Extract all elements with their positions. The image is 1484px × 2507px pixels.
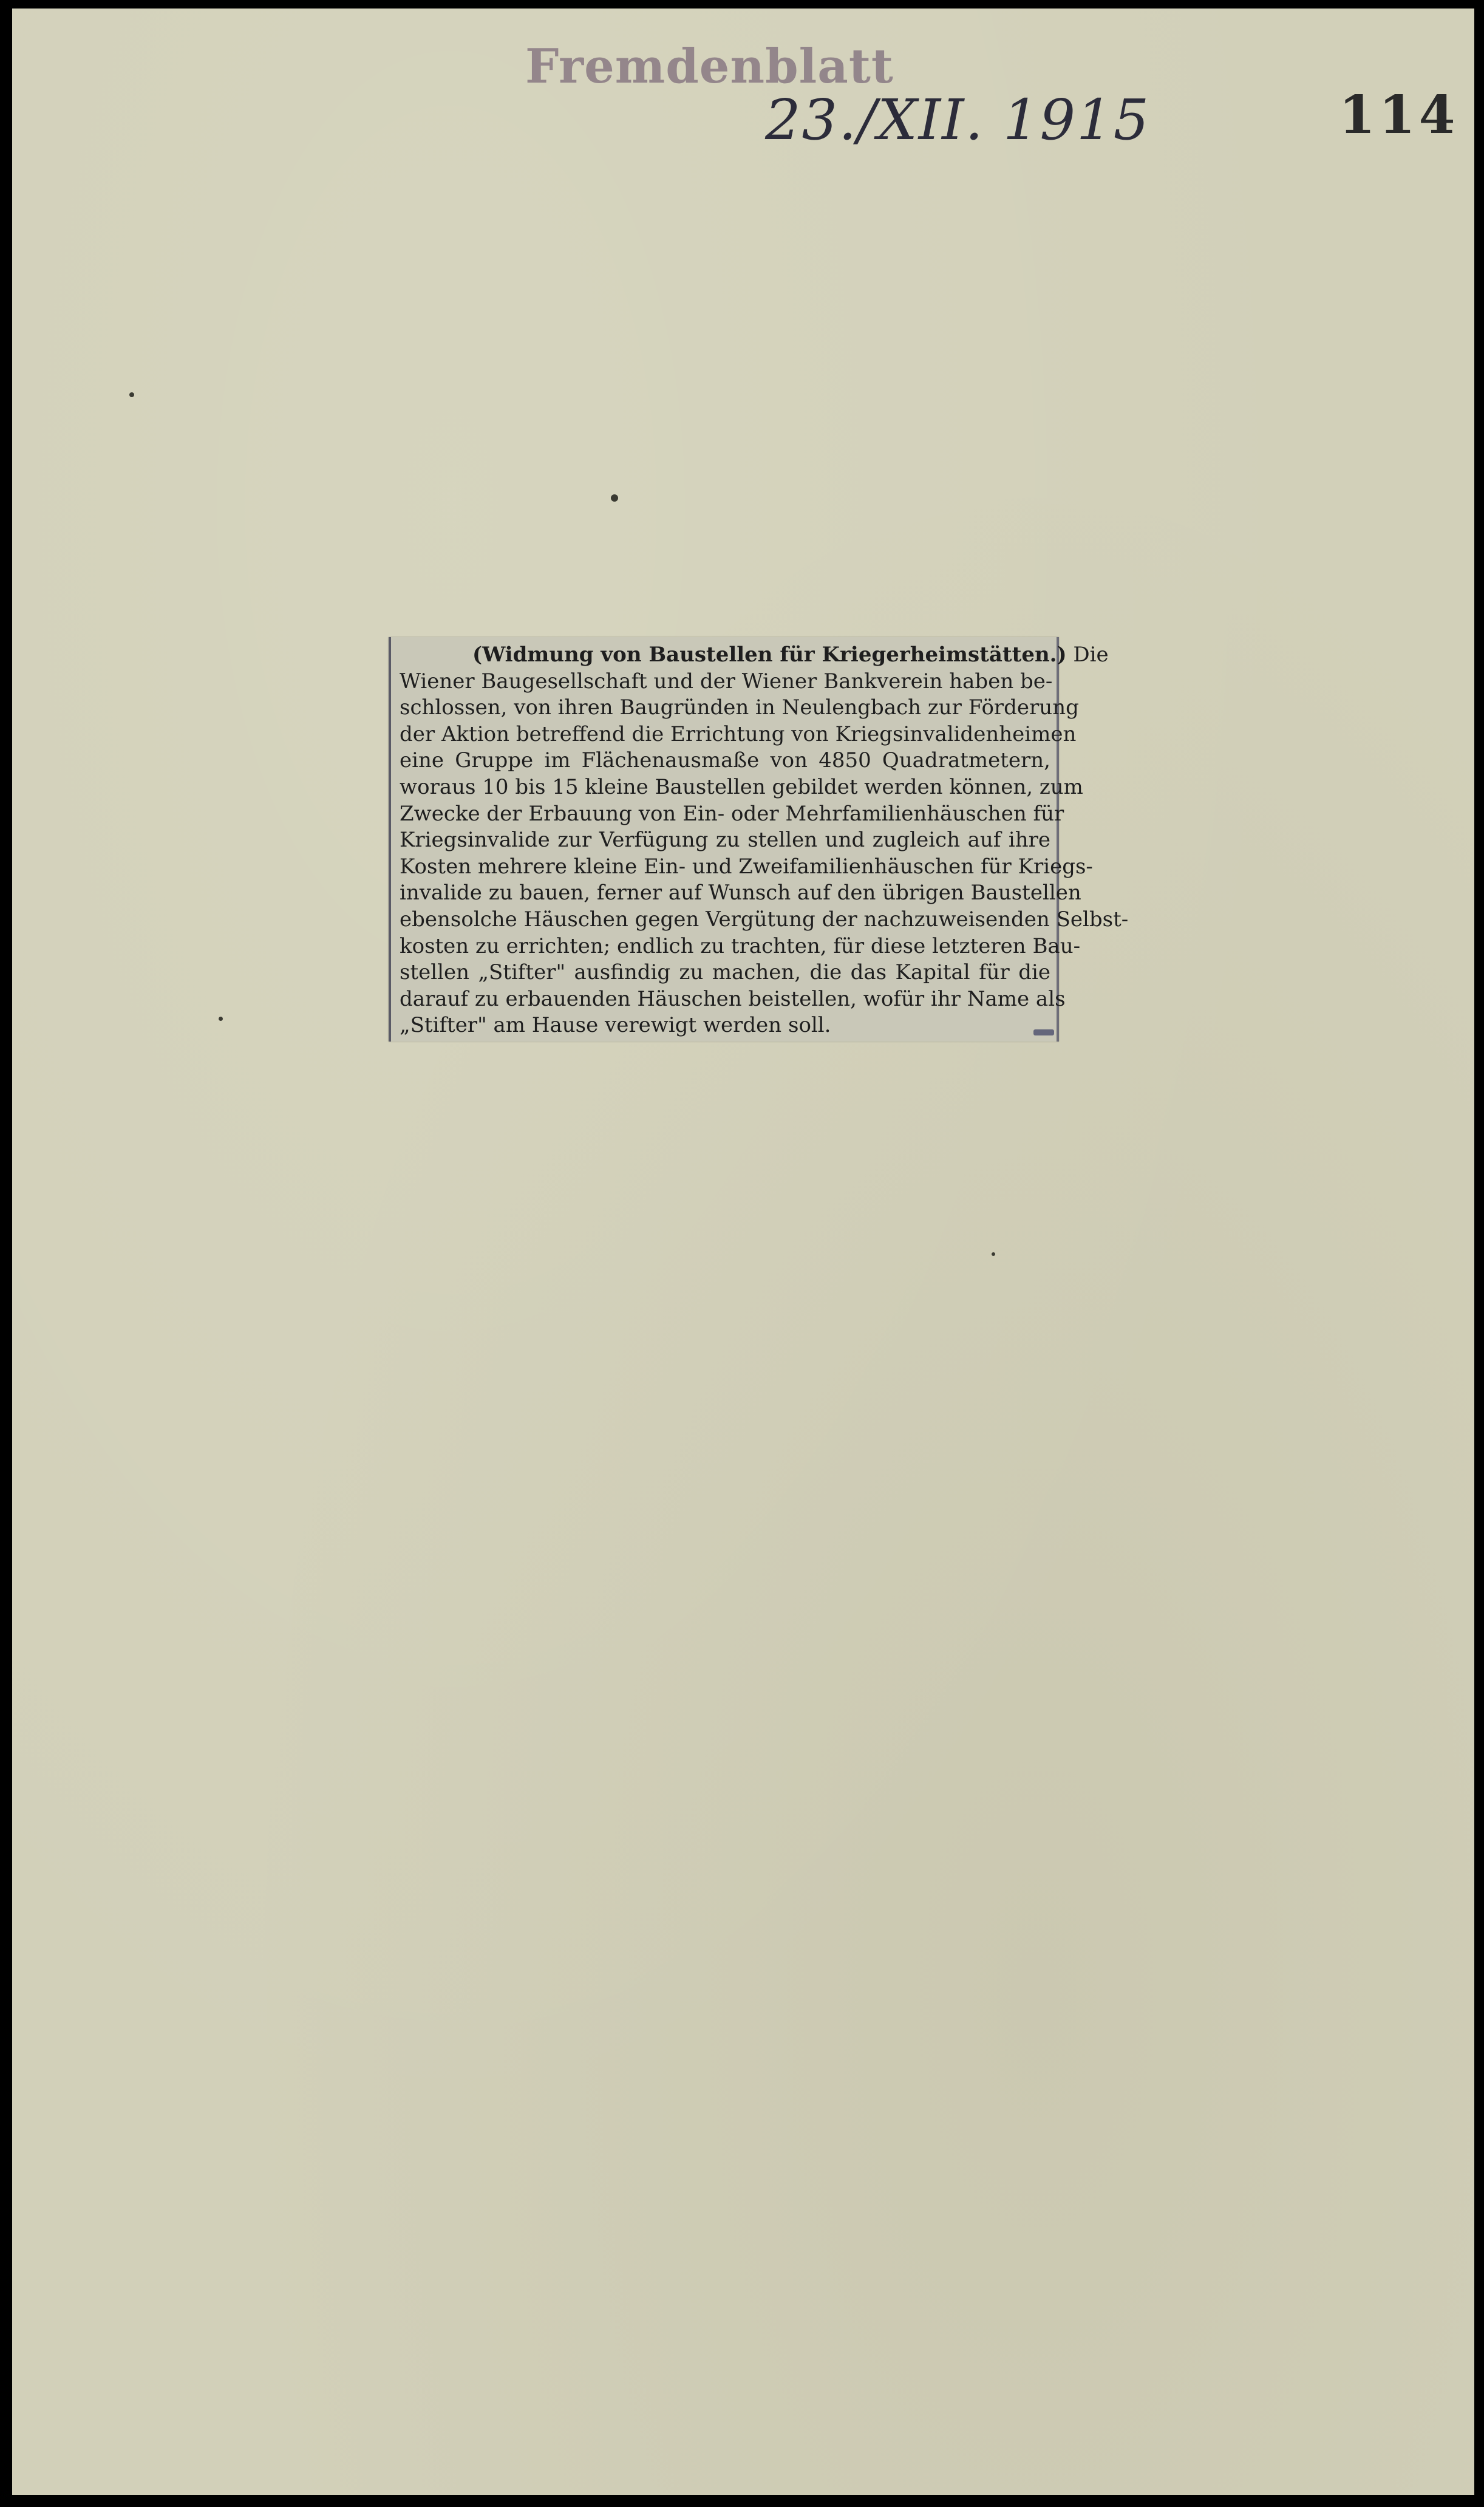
clipping-line: Kriegsinvalide zur Verfügung zu stellen und zugleich auf ihre	[400, 828, 1050, 853]
clipping-line: der Aktion betreffend die Errichtung von Kriegsinvalidenheimen	[400, 721, 1077, 746]
paper-speck	[129, 392, 134, 397]
clipping-line: eine Gruppe im Flächenausmaße von 4850 Quadratmetern,	[400, 748, 1050, 773]
handwritten-date: 23./XII. 1915	[765, 87, 1151, 152]
archive-page	[12, 9, 1474, 2495]
punch-mark	[611, 494, 618, 502]
clipping-line: darauf zu erbauenden Häuschen beistellen, wofür ihr Name als	[400, 986, 1066, 1011]
newspaper-clipping	[389, 637, 1129, 1042]
clipping-heading: (Widmung von Baustellen für Kriegerheimstätten.)	[472, 643, 1067, 667]
newspaper-stamp: Fremdenblatt	[525, 39, 894, 94]
clipping-line: (Widmung von Baustellen für Kriegerheimstätten.) Die	[472, 643, 1109, 667]
clipping-line: Zwecke der Erbauung von Ein- oder Mehrfamilienhäuschen für	[400, 801, 1064, 826]
clipping-line: kosten zu errichten; endlich zu trachten, für diese letzteren Bau-	[400, 933, 1081, 958]
paper-speck	[219, 1017, 223, 1021]
clipping-line: schlossen, von ihren Baugründen in Neulengbach zur Förderung	[400, 695, 1079, 720]
paper-speck	[992, 1252, 995, 1256]
clipping-line: Kosten mehrere kleine Ein- und Zweifamilienhäuschen für Kriegs-	[400, 854, 1093, 879]
clipping-line: invalide zu bauen, ferner auf Wunsch auf den übrigen Baustellen	[400, 881, 1081, 906]
clipping-line: stellen „Stifter" ausfindig zu machen, die das Kapital für die	[400, 960, 1050, 985]
clipping-line: ebensolche Häuschen gegen Vergütung der nachzuweisenden Selbst-	[400, 907, 1129, 932]
ink-mark	[1033, 1029, 1054, 1035]
clipping-line: woraus 10 bis 15 kleine Baustellen gebildet werden können, zum	[400, 774, 1083, 799]
clipping-line: „Stifter" am Hause verewigt werden soll.	[400, 1013, 831, 1038]
clipping-line: Wiener Baugesellschaft und der Wiener Bankverein haben be-	[400, 669, 1053, 694]
folio-number: 114	[1339, 84, 1459, 146]
